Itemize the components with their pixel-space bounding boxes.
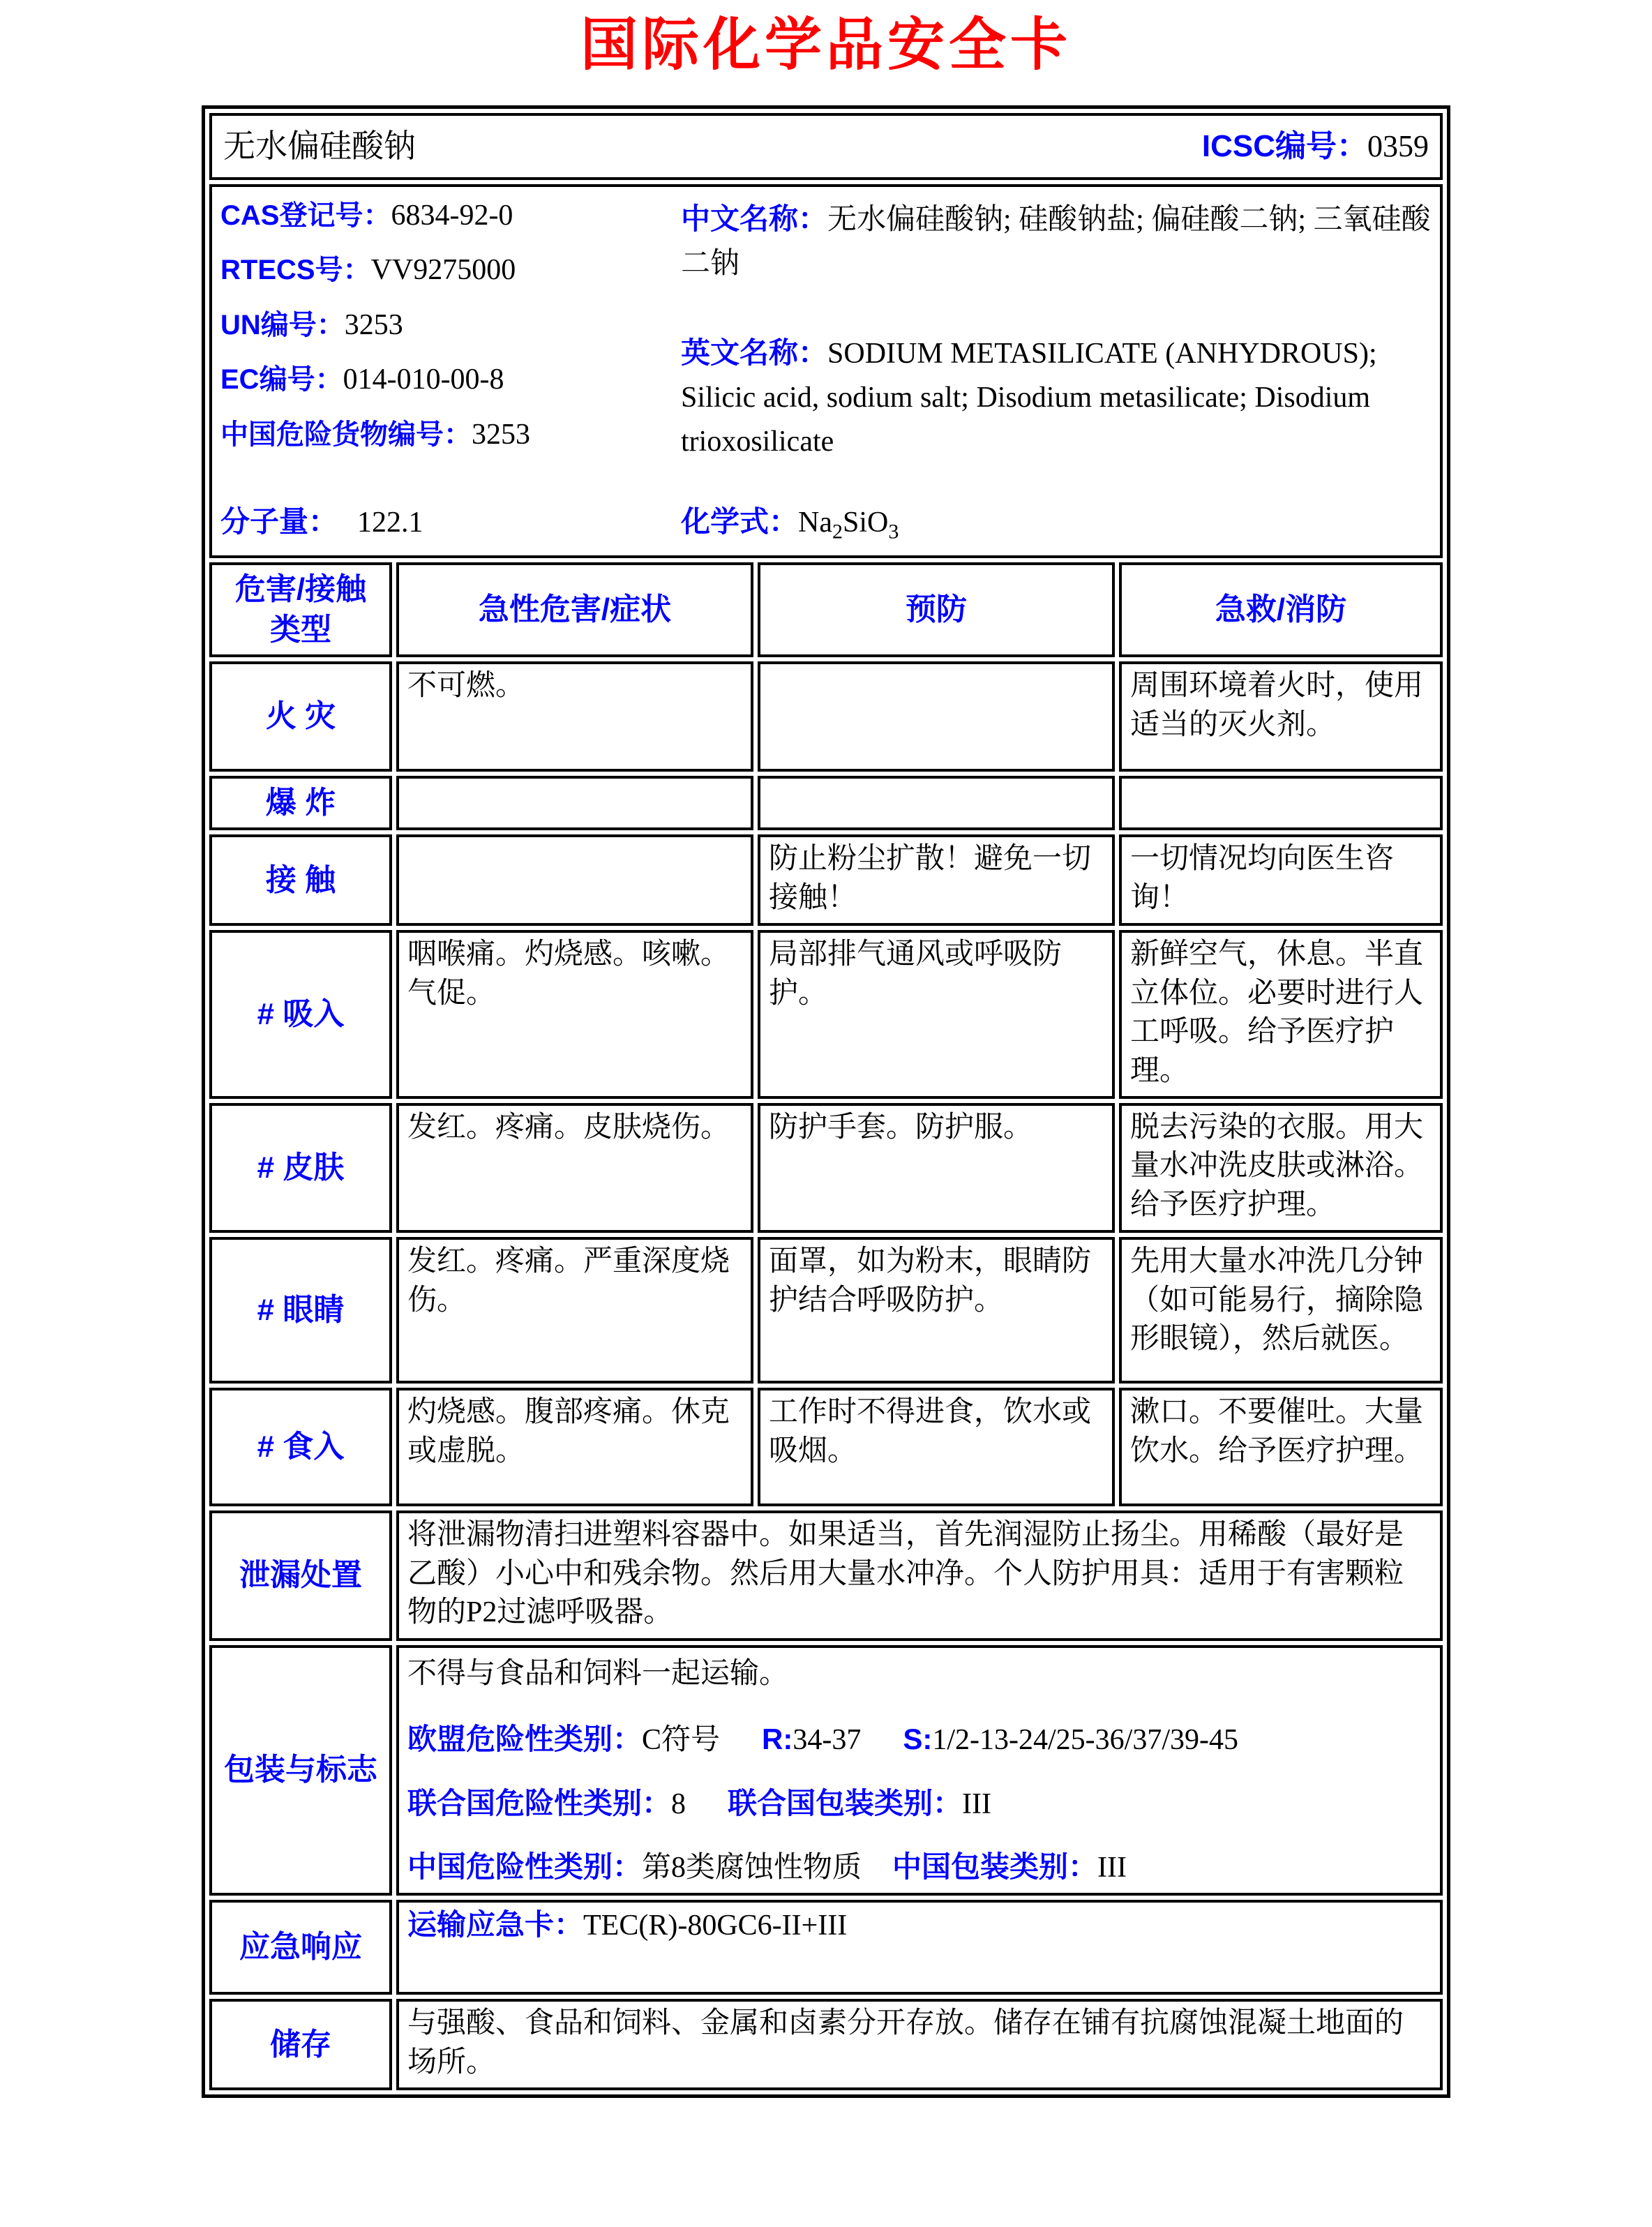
chemical-names: [681, 197, 1432, 470]
ingestion-prevention: 工作时不得进食，饮水或吸烟。: [758, 1388, 1115, 1506]
emergency-response-label: 应急响应: [209, 1900, 392, 1995]
icsc-number-label: ICSC编号：: [1201, 128, 1367, 163]
inhalation-label: # 吸入: [209, 930, 392, 1099]
hazard-row-ingestion: [209, 1388, 1443, 1506]
storage-label: 储存: [209, 1999, 392, 2090]
explosion-label: 爆 炸: [209, 776, 392, 830]
english-name-paragraph: [681, 331, 1432, 464]
chemical-formula-group: [681, 502, 899, 546]
fire-first-aid: 周围环境着火时，使用适当的灭火剂。: [1119, 661, 1443, 772]
formula-base-2: SiO: [843, 507, 889, 539]
hazard-row-eyes: [209, 1237, 1443, 1384]
rtecs-number-value: VV9275000: [370, 254, 516, 287]
spillage-text: 将泄漏物清扫进塑料容器中。如果适当，首先润湿防止扬尘。用稀酸（最好是乙酸）小心中和残余物。然后用大量水冲净。个人防护用具：适用于有害颗粒物的P2过滤呼吸器。: [396, 1510, 1443, 1640]
eu-class-label: 欧盟危险性类别：: [407, 1723, 643, 1756]
eu-class-value: C符号: [642, 1724, 721, 1757]
molecular-data-line: [220, 502, 1432, 546]
un-class-label: 联合国危险性类别：: [407, 1786, 672, 1820]
inhalation-symptoms: 咽喉痛。灼烧感。咳嗽。气促。: [396, 930, 753, 1099]
transport-emergency-card-value: TEC(R)-80GC6-II+III: [583, 1910, 848, 1942]
china-dg-number-value: 3253: [472, 418, 530, 451]
storage-row: [209, 1999, 1443, 2090]
emergency-response-row: [209, 1900, 1443, 1995]
exposure-symptoms: [396, 834, 753, 926]
exposure-label: 接 触: [209, 834, 392, 926]
header-hazard-type: 危害/接触类型: [209, 562, 392, 657]
r-phrases-value: 34-37: [793, 1724, 862, 1757]
header-cell: [209, 113, 1443, 180]
eu-classification-line: [407, 1720, 1432, 1760]
eyes-symptoms: 发红。疼痛。严重深度烧伤。: [396, 1237, 753, 1384]
eyes-label: # 眼睛: [209, 1237, 392, 1384]
eyes-prevention: 面罩，如为粉末，眼睛防护结合呼吸防护。: [758, 1237, 1115, 1384]
formula-sub-1: 2: [832, 520, 843, 543]
transport-emergency-card-label: 运输应急卡：: [407, 1908, 584, 1942]
inhalation-prevention: 局部排气通风或呼吸防护。: [758, 930, 1115, 1099]
substance-name: 无水偏硅酸钠: [223, 128, 416, 164]
ingestion-first-aid: 漱口。不要催吐。大量饮水。给予医疗护理。: [1119, 1388, 1443, 1506]
cas-number-label: CAS登记号：: [220, 200, 391, 231]
chemical-formula-label: 化学式：: [681, 505, 799, 539]
explosion-prevention: [758, 776, 1115, 830]
un-number-line: [220, 306, 681, 345]
identification-cell: [209, 184, 1443, 558]
un-classification-line: [407, 1784, 1432, 1824]
hazard-row-explosion: [209, 776, 1443, 830]
spillage-row: [209, 1510, 1443, 1640]
cn-class-value: 第8类腐蚀性物质: [642, 1851, 862, 1884]
cn-pack-value: III: [1097, 1851, 1127, 1884]
identification-row: [209, 184, 1443, 558]
header-row: [209, 113, 1443, 180]
china-dg-number-line: [220, 416, 681, 454]
hazard-table-header-row: [209, 562, 1443, 657]
cas-number-line: [220, 197, 681, 235]
skin-prevention: 防护手套。防护服。: [758, 1103, 1115, 1233]
fire-prevention: [758, 661, 1115, 772]
s-phrases-value: 1/2-13-24/25-36/37/39-45: [932, 1724, 1238, 1757]
spillage-label: 泄漏处置: [209, 1510, 392, 1640]
storage-text: 与强酸、食品和饲料、金属和卤素分开存放。储存在铺有抗腐蚀混凝土地面的场所。: [396, 1999, 1443, 2090]
ingestion-label: # 食入: [209, 1388, 392, 1506]
emergency-response-content: [396, 1900, 1443, 1995]
packaging-row: [209, 1645, 1443, 1896]
rtecs-number-line: [220, 251, 681, 290]
un-pack-label: 联合国包装类别：: [728, 1786, 963, 1820]
cas-number-value: 6834-92-0: [391, 200, 513, 232]
china-dg-number-label: 中国危险货物编号：: [220, 419, 472, 450]
eyes-first-aid: 先用大量水冲洗几分钟（如可能易行，摘除隐形眼镜），然后就医。: [1119, 1237, 1443, 1384]
un-class-value: 8: [671, 1787, 686, 1820]
ec-number-label: EC编号：: [220, 364, 343, 396]
un-number-label: UN编号：: [220, 309, 345, 340]
skin-symptoms: 发红。疼痛。皮肤烧伤。: [396, 1103, 753, 1233]
ec-number-line: [220, 361, 681, 399]
english-name-label: 英文名称：: [681, 336, 828, 369]
r-phrases-label: R:: [762, 1723, 793, 1756]
cn-pack-label: 中国包装类别：: [892, 1850, 1098, 1883]
hazard-row-skin: [209, 1103, 1443, 1233]
hazard-row-fire: [209, 661, 1443, 772]
packaging-transport-note: 不得与食品和饲料一起运输。: [407, 1657, 789, 1690]
icsc-number-value: 0359: [1367, 128, 1429, 163]
icsc-card: [202, 105, 1450, 2098]
rtecs-number-label: RTECS号：: [220, 255, 371, 286]
explosion-first-aid: [1119, 776, 1443, 830]
ec-number-value: 014-010-00-8: [343, 363, 504, 396]
s-phrases-label: S:: [903, 1723, 933, 1756]
formula-sub-2: 3: [888, 520, 899, 543]
fire-symptoms: 不可燃。: [396, 661, 753, 772]
hazard-row-exposure: [209, 834, 1443, 926]
chinese-name-value: 无水偏硅酸钠; 硅酸钠盐; 偏硅酸二钠; 三氧硅酸二钠: [681, 204, 1431, 280]
hazard-row-inhalation: [209, 930, 1443, 1099]
header-prevention: 预防: [758, 562, 1115, 657]
english-name-value: SODIUM METASILICATE (ANHYDROUS); Silicic acid, sodium salt; Disodium metasilicate; Disodium trioxosilicate: [681, 338, 1377, 458]
icsc-number-group: [1202, 126, 1429, 167]
molecular-weight-group: [220, 502, 681, 546]
packaging-label: 包装与标志: [209, 1645, 392, 1896]
cn-classification-line: [407, 1847, 1432, 1887]
packaging-content: [396, 1645, 1443, 1896]
un-pack-value: III: [962, 1787, 991, 1820]
molecular-weight-value: 122.1: [357, 507, 423, 539]
cn-class-label: 中国危险性类别：: [407, 1850, 643, 1883]
inhalation-first-aid: 新鲜空气，休息。半直立体位。必要时进行人工呼吸。给予医疗护理。: [1119, 930, 1443, 1099]
chinese-name-label: 中文名称：: [681, 202, 828, 235]
skin-label: # 皮肤: [209, 1103, 392, 1233]
un-number-value: 3253: [344, 308, 403, 341]
molecular-weight-label: 分子量：: [220, 505, 338, 539]
page-title: 国际化学品安全卡: [580, 13, 1072, 77]
header-first-aid: 急救/消防: [1119, 562, 1443, 657]
exposure-prevention: 防止粉尘扩散！避免一切接触！: [758, 834, 1115, 926]
exposure-first-aid: 一切情况均向医生咨询！: [1119, 834, 1443, 926]
registry-numbers: [220, 197, 681, 470]
chinese-name-paragraph: [681, 197, 1432, 286]
formula-base-1: Na: [798, 507, 832, 539]
header-acute-symptoms: 急性危害/症状: [396, 562, 753, 657]
explosion-symptoms: [396, 776, 753, 830]
skin-first-aid: 脱去污染的衣服。用大量水冲洗皮肤或淋浴。给予医疗护理。: [1119, 1103, 1443, 1233]
fire-label: 火 灾: [209, 661, 392, 772]
ingestion-symptoms: 灼烧感。腹部疼痛。休克或虚脱。: [396, 1388, 753, 1506]
